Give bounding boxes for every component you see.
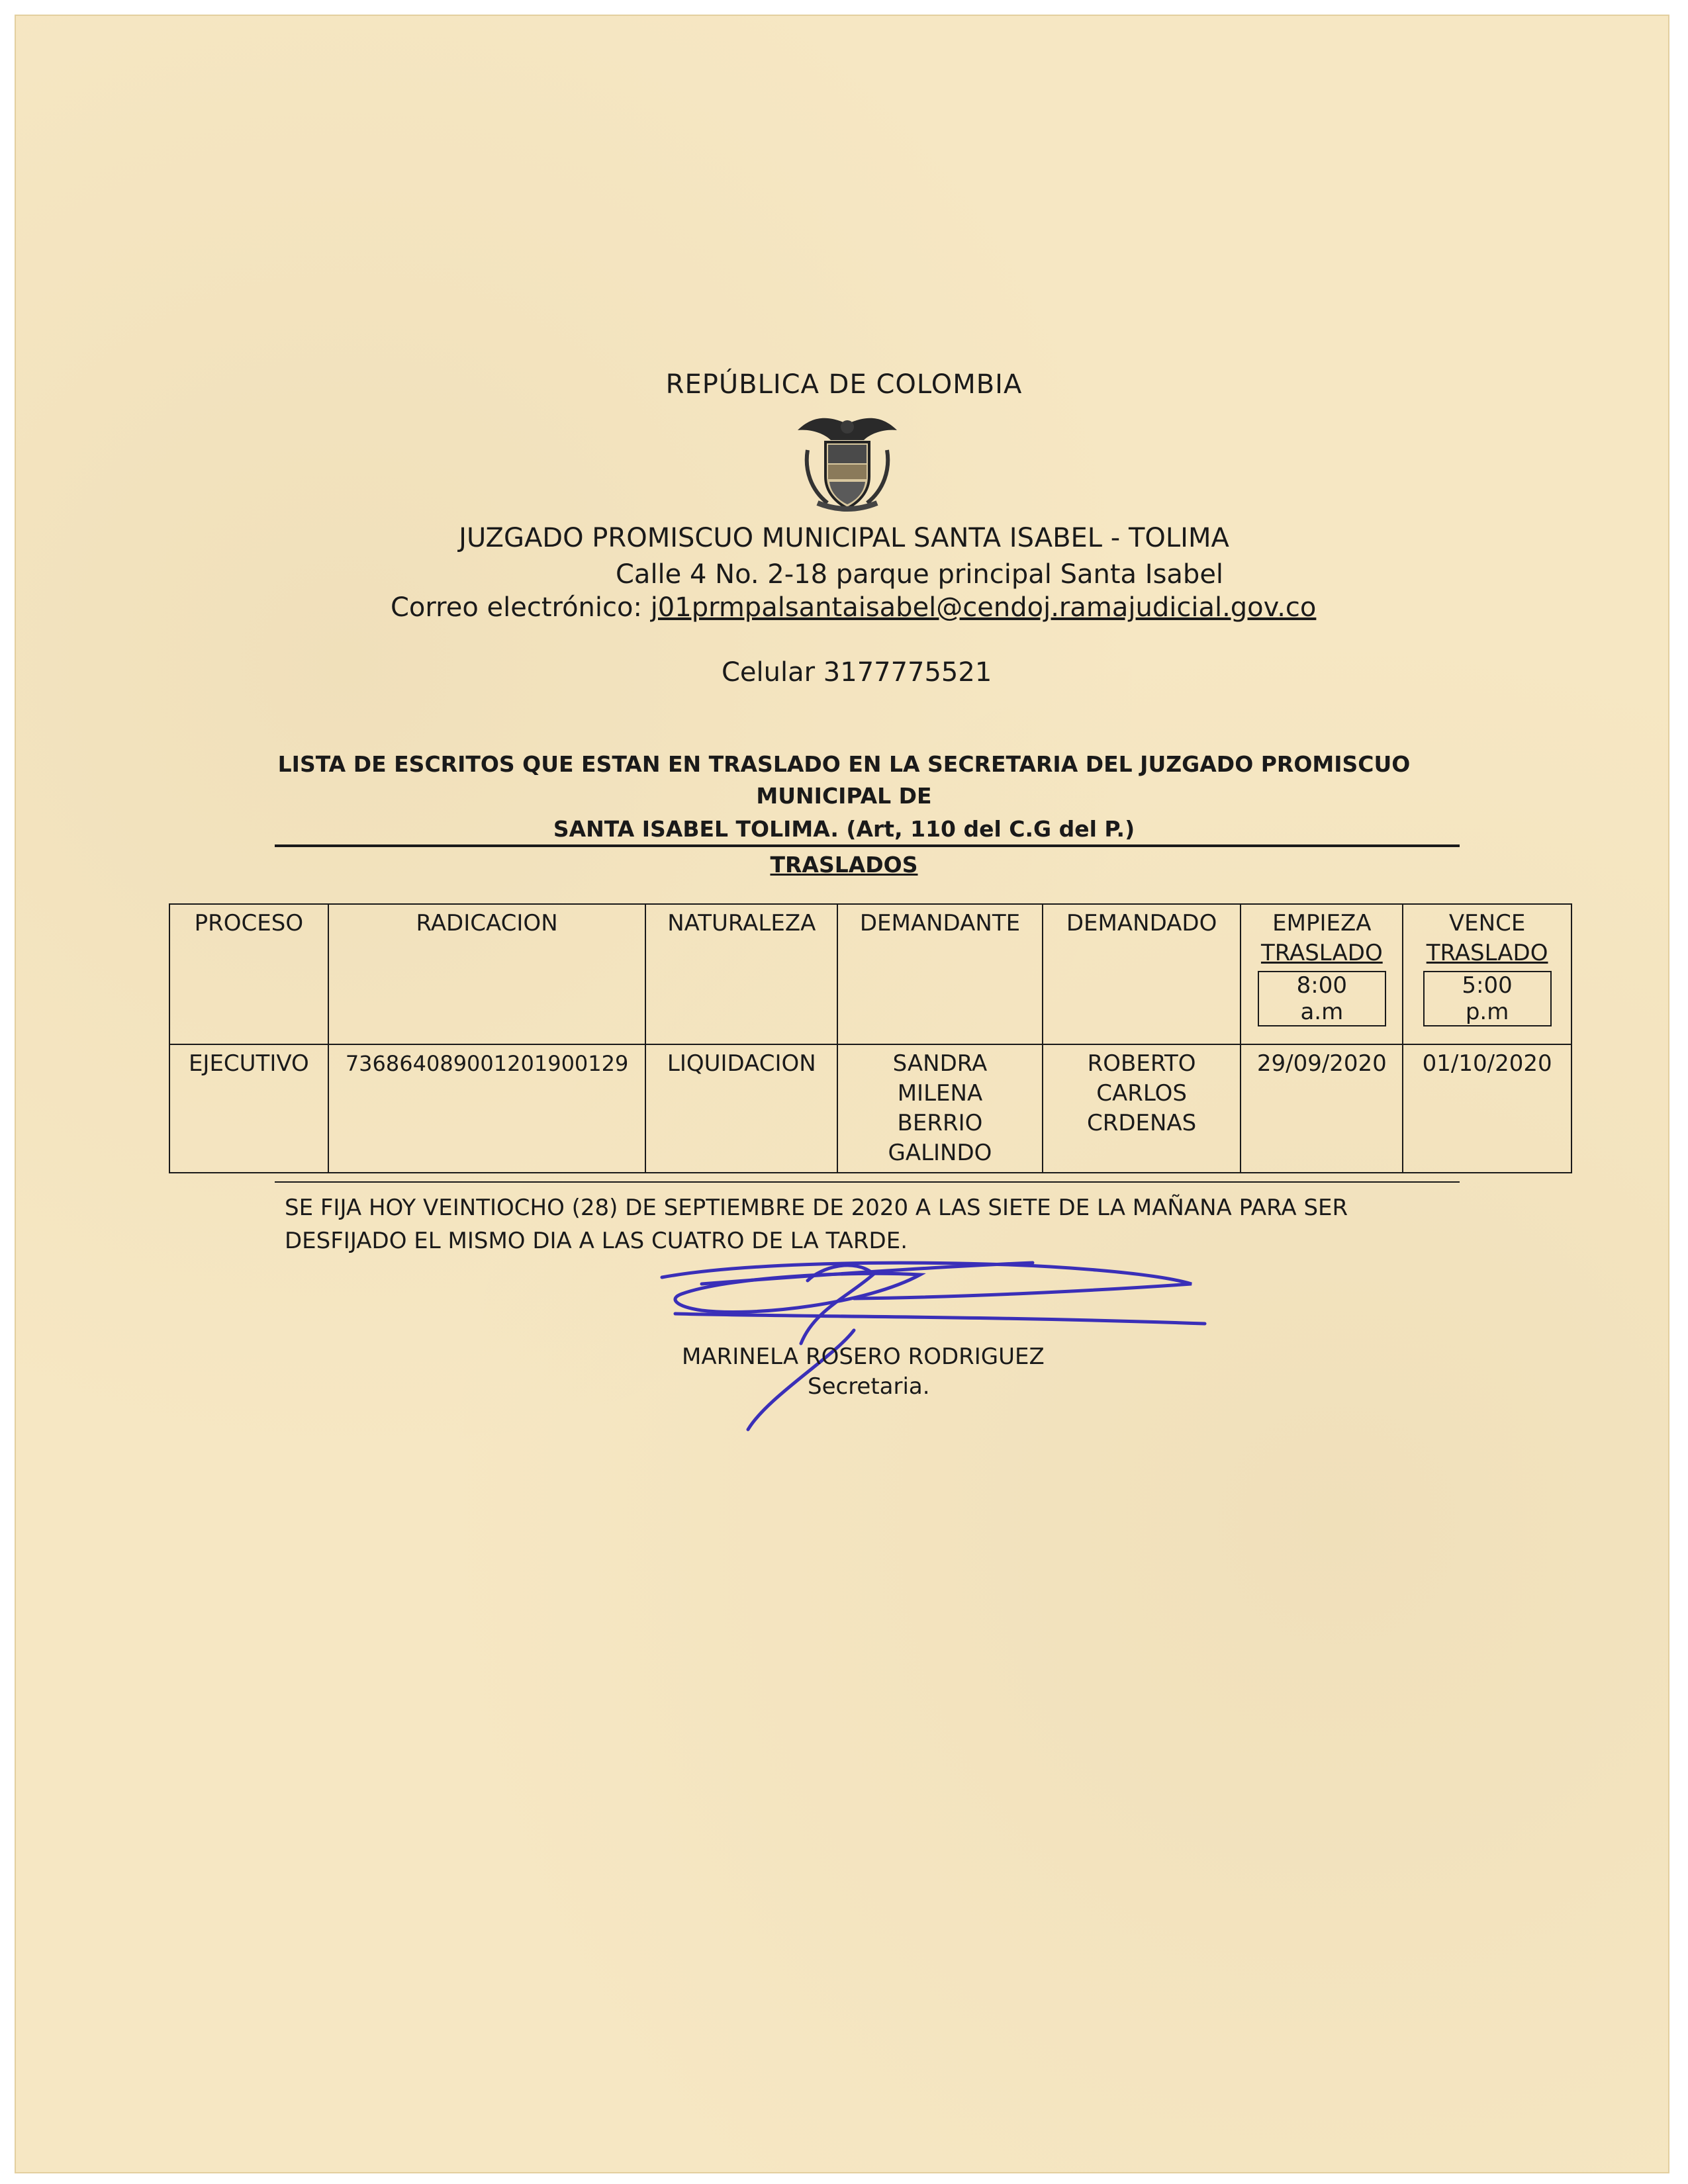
cell-naturaleza: LIQUIDACION [645,1044,837,1173]
header-naturaleza: NATURALEZA [645,904,837,1044]
email-line [391,592,1316,623]
empieza-meridiem: a.m [1300,999,1344,1025]
table-row [169,1044,1571,1173]
signer-name: MARINELA ROSERO RODRIGUEZ [682,1343,1045,1370]
vence-label: VENCE [1448,910,1526,936]
notice-divider [275,1181,1460,1183]
demandado-line: CRDENAS [1086,1110,1197,1136]
demandante-line: BERRIO [897,1110,983,1136]
demandado-line: ROBERTO [1087,1050,1196,1077]
demandante-line: GALINDO [888,1140,992,1166]
republic-heading: REPÚBLICA DE COLOMBIA [665,369,1023,400]
cell-empieza: 29/09/2020 [1241,1044,1403,1173]
email-link[interactable]: j01prmpalsantaisabel@cendoj.ramajudicial.gov.co [650,592,1317,623]
court-name: JUZGADO PROMISCUO MUNICIPAL SANTA ISABEL - TOLIMA [459,523,1229,553]
list-title-line-3: SANTA ISABEL TOLIMA. (Art, 110 del C.G del P.) [553,816,1135,842]
header-proceso: PROCESO [169,904,328,1044]
coat-of-arms-emblem [791,404,904,516]
demandante-line: MILENA [897,1080,983,1107]
email-label: Correo electrónico: [391,592,642,623]
header-empieza-traslado [1241,904,1403,1044]
posting-notice: SE FIJA HOY VEINTIOCHO (28) DE SEPTIEMBRE DE 2020 A LAS SIETE DE LA MAÑANA PARA SER DESFIJADO EL MISMO DIA A LAS CUATRO DE LA TARDE. [285,1195,1348,1254]
header-radicacion: RADICACION [328,904,646,1044]
cell-demandante [837,1044,1043,1173]
section-title: TRASLADOS [770,852,918,878]
empieza-traslado-label: TRASLADO [1260,940,1383,966]
empieza-time-box [1258,971,1386,1026]
header-demandado: DEMANDADO [1043,904,1241,1044]
vence-traslado-label: TRASLADO [1426,940,1548,966]
table-header-row [169,904,1571,1044]
phone-number: Celular 3177775521 [722,657,992,688]
demandante-line: SANDRA [892,1050,988,1077]
vence-time-box [1423,971,1552,1026]
cell-radicacion: 736864089001201900129 [328,1044,646,1173]
empieza-label: EMPIEZA [1272,910,1372,936]
header-vence-traslado [1403,904,1571,1044]
demandado-line: CARLOS [1096,1080,1187,1107]
header-demandante: DEMANDANTE [837,904,1043,1044]
cell-proceso: EJECUTIVO [169,1044,328,1173]
cell-vence: 01/10/2020 [1403,1044,1571,1173]
vence-time: 5:00 [1462,972,1513,999]
signer-role: Secretaria. [808,1373,930,1400]
vence-meridiem: p.m [1465,999,1509,1025]
court-address: Calle 4 No. 2-18 parque principal Santa Isabel [616,559,1224,590]
traslados-table [169,903,1572,1173]
list-title-line-2: MUNICIPAL DE [756,783,932,809]
empieza-time: 8:00 [1296,972,1347,999]
list-title-line-1: LISTA DE ESCRITOS QUE ESTAN EN TRASLADO EN LA SECRETARIA DEL JUZGADO PROMISCUO [277,751,1411,777]
title-divider [275,844,1460,847]
cell-demandado [1043,1044,1241,1173]
